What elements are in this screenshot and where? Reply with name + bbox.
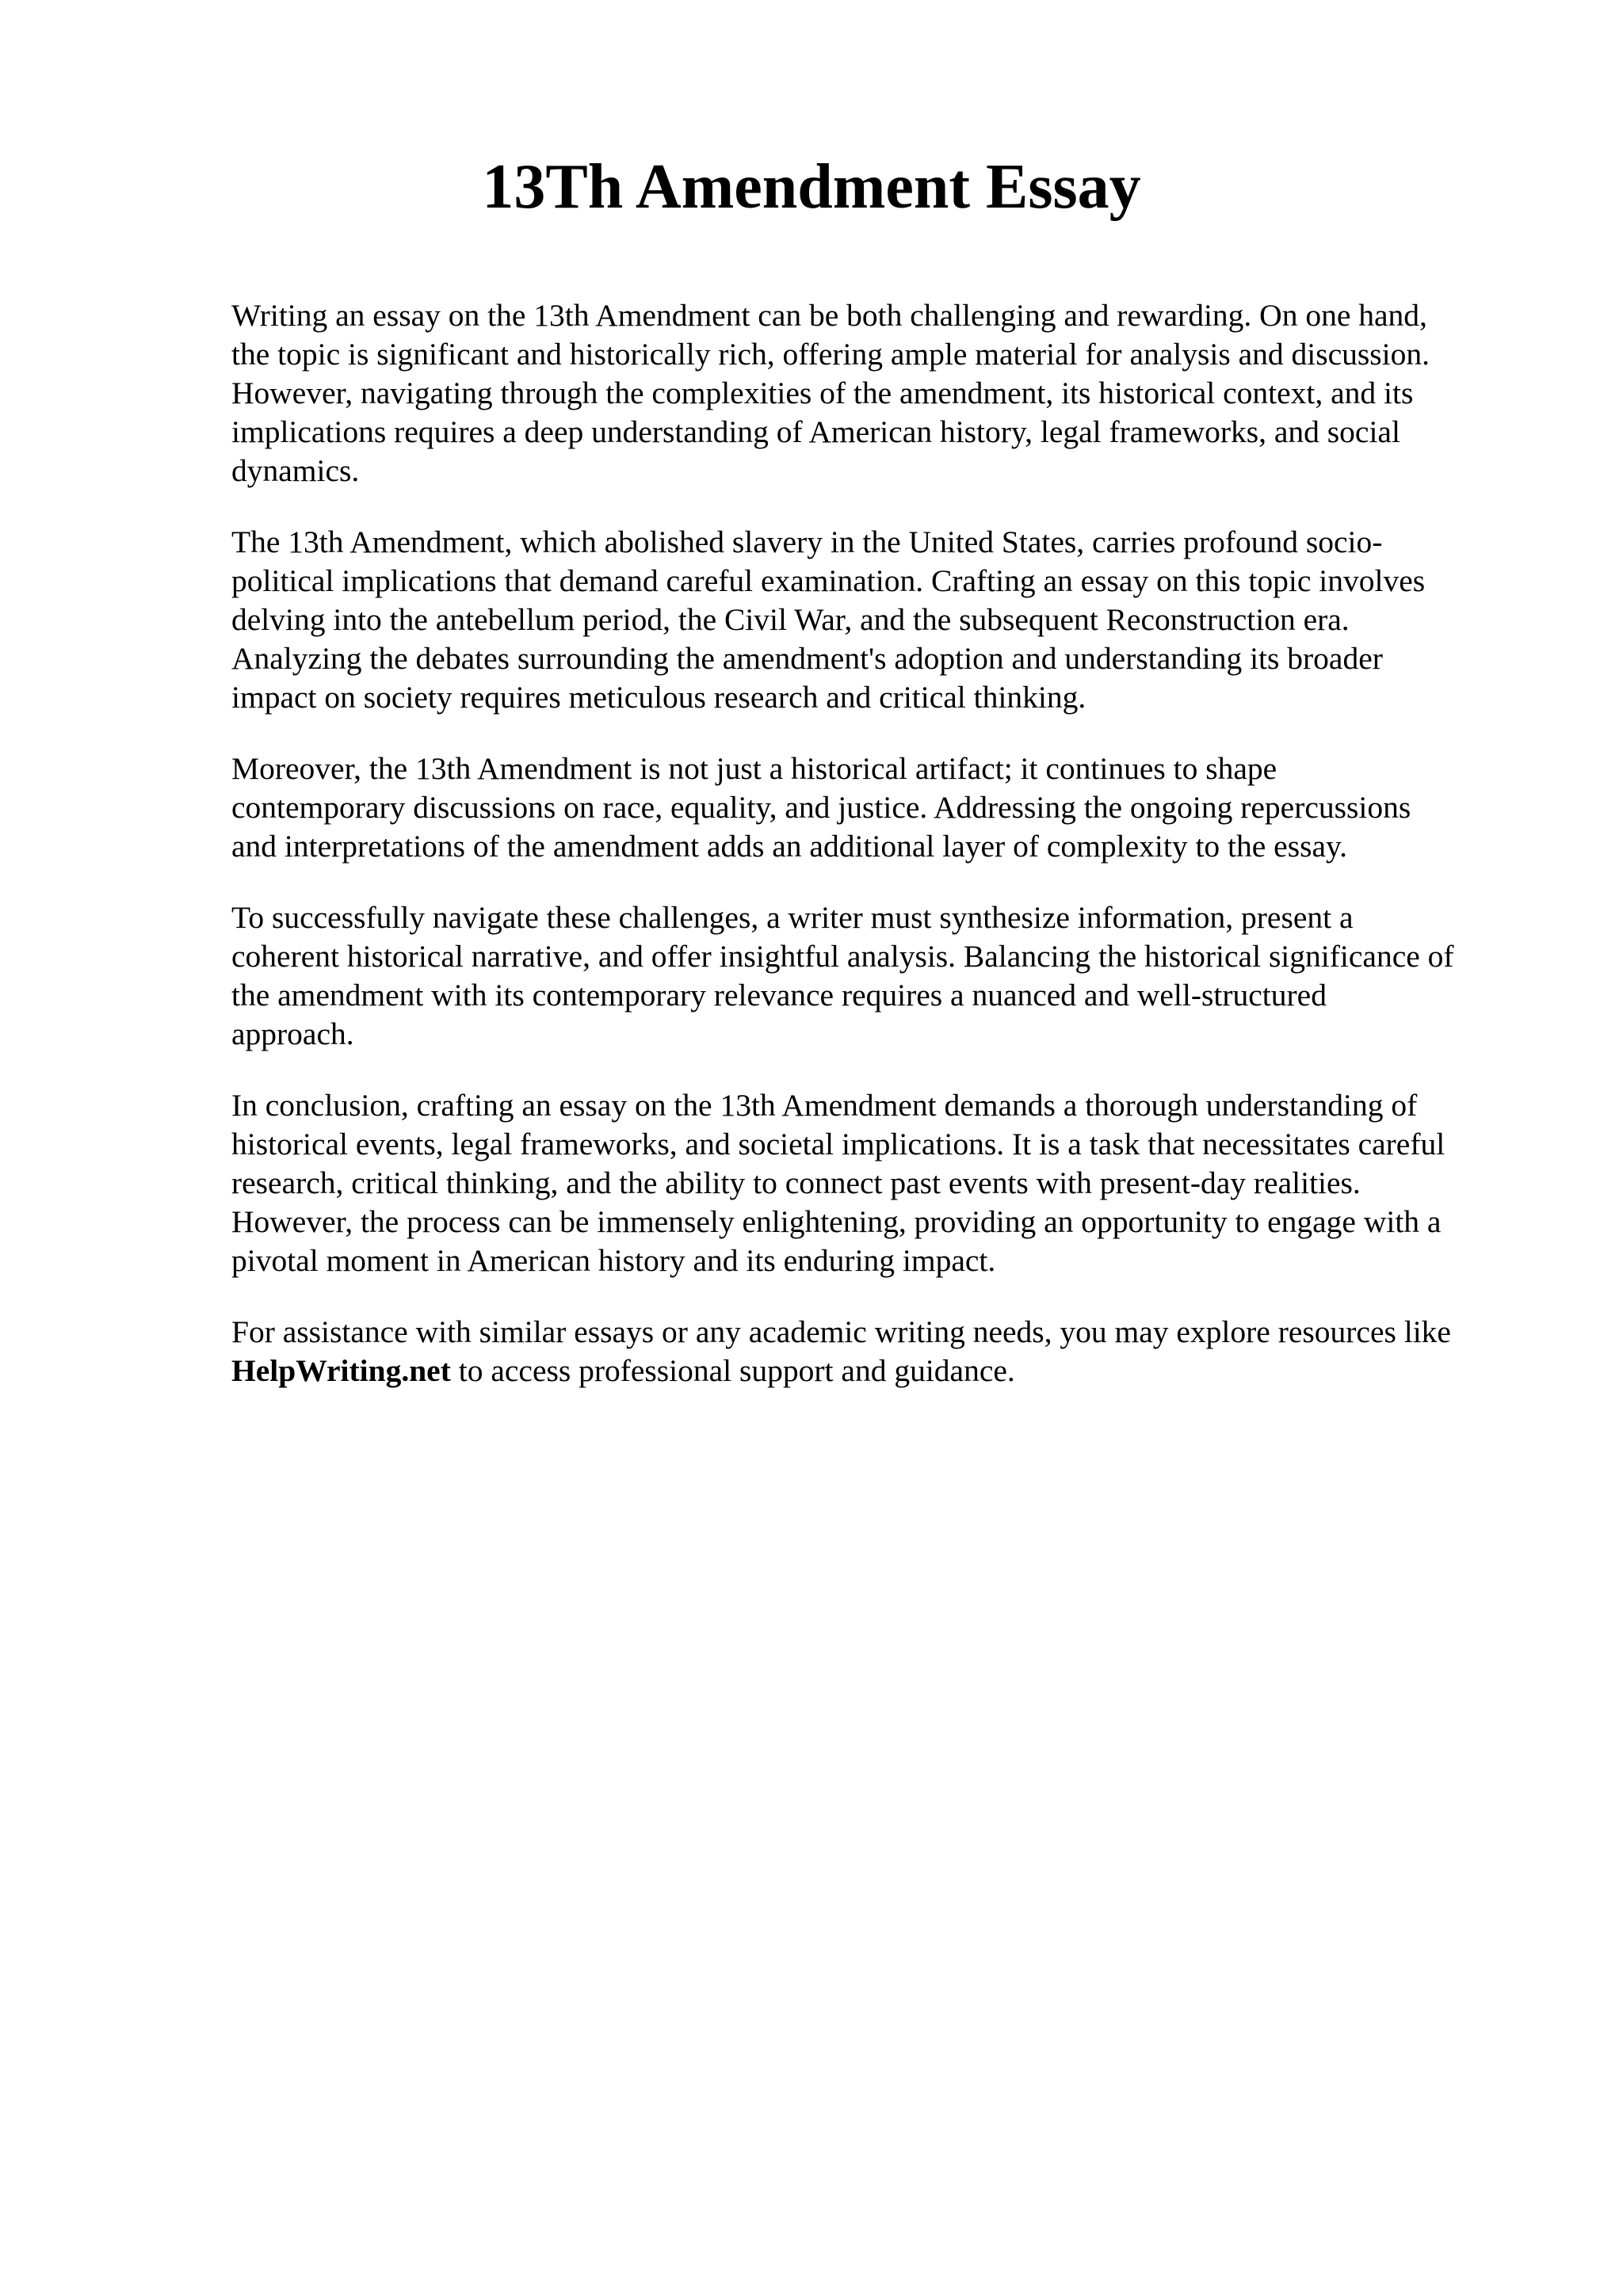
text-line: and interpretations of the amendment adds an additional layer of complexity to the essay. <box>231 829 1348 864</box>
text-line: coherent historical narrative, and offer insightful analysis. Balancing the historical significance of <box>231 939 1454 974</box>
text-line: However, navigating through the complexities of the amendment, its historical context, and its <box>231 376 1414 410</box>
document-title: 13Th Amendment Essay <box>482 152 1141 222</box>
paragraph-5 <box>231 1086 1563 1280</box>
text-line: approach. <box>231 1016 354 1051</box>
text-line: the amendment with its contemporary relevance requires a nuanced and well-structured <box>231 978 1327 1013</box>
text-line: the topic is significant and historically rich, offering ample material for analysis and discussion. <box>231 337 1430 372</box>
text-line: historical events, legal frameworks, and societal implications. It is a task that necessitates careful <box>231 1127 1445 1161</box>
text-line: To successfully navigate these challenges, a writer must synthesize information, present a <box>231 900 1354 935</box>
text-line: Analyzing the debates surrounding the amendment's adoption and understanding its broader <box>231 641 1383 676</box>
text-line: Moreover, the 13th Amendment is not just a historical artifact; it continues to shape <box>231 751 1277 786</box>
text-line <box>231 1352 1563 1390</box>
text-line: impact on society requires meticulous research and critical thinking. <box>231 680 1086 715</box>
paragraph-4 <box>231 898 1563 1054</box>
brand-name: HelpWriting.net <box>231 1353 451 1388</box>
text-line: Writing an essay on the 13th Amendment can be both challenging and rewarding. On one hand, <box>231 298 1427 333</box>
text-line: pivotal moment in American history and its enduring impact. <box>231 1243 996 1278</box>
closing-text: to access professional support and guidance. <box>450 1353 1015 1388</box>
text-line: contemporary discussions on race, equality, and justice. Addressing the ongoing repercussions <box>231 790 1411 825</box>
text-line: For assistance with similar essays or any academic writing needs, you may explore resources like <box>231 1314 1451 1349</box>
paragraph-3 <box>231 749 1563 866</box>
text-line: The 13th Amendment, which abolished slavery in the United States, carries profound socio- <box>231 524 1383 559</box>
paragraph-1 <box>231 296 1563 490</box>
text-line: In conclusion, crafting an essay on the 13th Amendment demands a thorough understanding of <box>231 1088 1418 1123</box>
text-line: research, critical thinking, and the ability to connect past events with present-day realities. <box>231 1165 1361 1200</box>
text-line: implications requires a deep understanding of American history, legal frameworks, and social <box>231 414 1400 449</box>
paragraph-2 <box>231 523 1563 717</box>
text-line: political implications that demand careful examination. Crafting an essay on this topic involves <box>231 563 1426 598</box>
text-line: dynamics. <box>231 453 360 488</box>
essay-body <box>231 296 1563 1423</box>
text-line: delving into the antebellum period, the Civil War, and the subsequent Reconstruction era. <box>231 602 1350 637</box>
text-line: However, the process can be immensely enlightening, providing an opportunity to engage with a <box>231 1204 1442 1239</box>
closing-paragraph <box>231 1313 1563 1390</box>
